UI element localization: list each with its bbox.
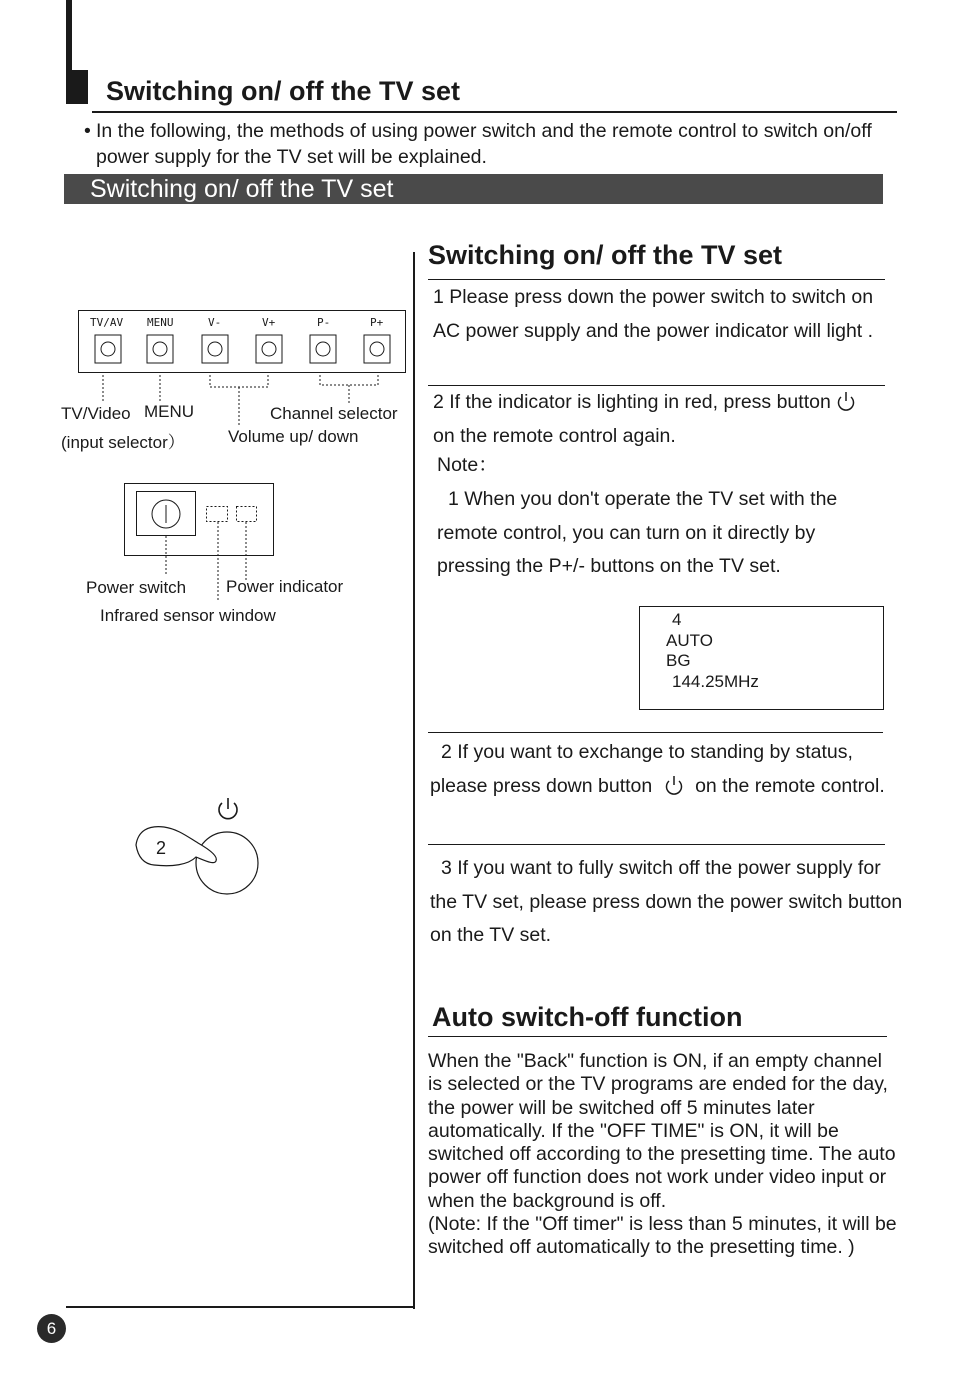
step-2-paragraph [433,386,903,453]
step-2-text-a: 2 If the indicator is lighting in red, press button [433,391,831,413]
finger-step-number: 2 [156,838,167,858]
column-divider [413,252,415,1309]
control-panel-diagram [78,310,406,373]
button-label-v-minus: V- [208,316,222,329]
intro-paragraph [84,118,884,170]
step-1-text: 1 Please press down the power switch to switch on AC power supply and the power indicator will light . [433,286,874,342]
panel-button-5 [310,335,336,363]
page-title: Switching on/ off the TV set [106,76,460,106]
right-title-rule [428,279,885,280]
auto-switch-off-title: Auto switch-off function [432,1002,743,1032]
button-label-p-minus: P- [317,316,331,329]
panel-button-2 [147,335,173,363]
osd-system: BG [666,651,691,670]
osd-channel-number: 4 [672,610,682,629]
control-panel-frame [78,310,406,373]
page-number: 6 [37,1314,66,1343]
section-banner: Switching on/ off the TV set [64,174,883,204]
panel-button-6 [364,335,390,363]
auto-body-text: When the "Back" function is ON, if an empty channel is selected or the TV programs are ended for the day, the power will be switched off 5 minutes later automatically. If the "OFF TIME" is ON, it will be switched off according to the presetting time. The auto power off function does not work under video input or when the background is off. [428,1050,896,1212]
label-infrared-window: Infrared sensor window [100,606,276,625]
panel-button-3 [202,335,228,363]
bullet: • [84,120,91,142]
panel-leader-lines [60,373,420,433]
step-2-text-b: on the remote control again. [433,424,676,447]
remote-power-illustration [130,795,265,900]
power-indicator-lamp [207,507,228,522]
auto-switch-off-body [428,1050,898,1260]
osd-channel-box [639,606,884,710]
right-section-title: Switching on/ off the TV set [428,240,782,270]
label-tv-video: TV/Video [61,404,131,423]
note-1-text: 1 When you don't operate the TV set with the remote control, you can turn on it directly by pressing the P+/- buttons on the TV set. [437,488,838,577]
label-menu: MENU [144,402,195,421]
remote-power-button [196,832,258,894]
power-icon [836,391,856,411]
standby-text-b: on the remote control. [695,774,885,797]
intro-text: In the following, the methods of using power switch and the remote control to switch on/off power supply for the TV set will be explained. [96,120,872,168]
label-power-switch: Power switch [86,578,187,597]
standby-text-a: 2 If you want to exchange to standing by status, please press down button [430,741,853,797]
switch-off-text: 3 If you want to fully switch off the power supply for the TV set, please press down the power switch button on the TV set. [430,857,903,946]
power-icon [219,798,237,819]
button-label-tv-av: TV/AV [90,316,124,329]
osd-mode: AUTO [666,630,713,650]
auto-title-rule [428,1036,887,1037]
panel-button-4 [256,335,282,363]
heading-marker [66,70,88,104]
power-icon [664,775,684,795]
title-underline [92,111,897,113]
label-volume: Volume up/ down [228,427,359,446]
label-power-indicator: Power indicator [226,577,344,596]
finger-hand [136,827,216,866]
auto-note-text: (Note: If the "Off timer" is less than 5 minutes, it will be switched off automatically to the presetting time. ) [428,1213,897,1259]
standby-rule-top [428,732,883,733]
button-label-p-plus: P+ [370,316,384,329]
footer-rule [66,1306,415,1308]
panel-button-1 [95,335,121,363]
button-label-menu: MENU [147,316,174,329]
standby-paragraph [430,736,890,803]
note-label: Note： [437,454,498,476]
label-channel-selector: Channel selector [270,404,398,423]
button-label-v-plus: V+ [262,316,276,329]
infrared-window [237,507,257,522]
osd-frequency: 144.25MHz [672,671,759,691]
label-input-selector: (input selector） [61,433,185,452]
standby-rule-bottom [428,844,885,845]
